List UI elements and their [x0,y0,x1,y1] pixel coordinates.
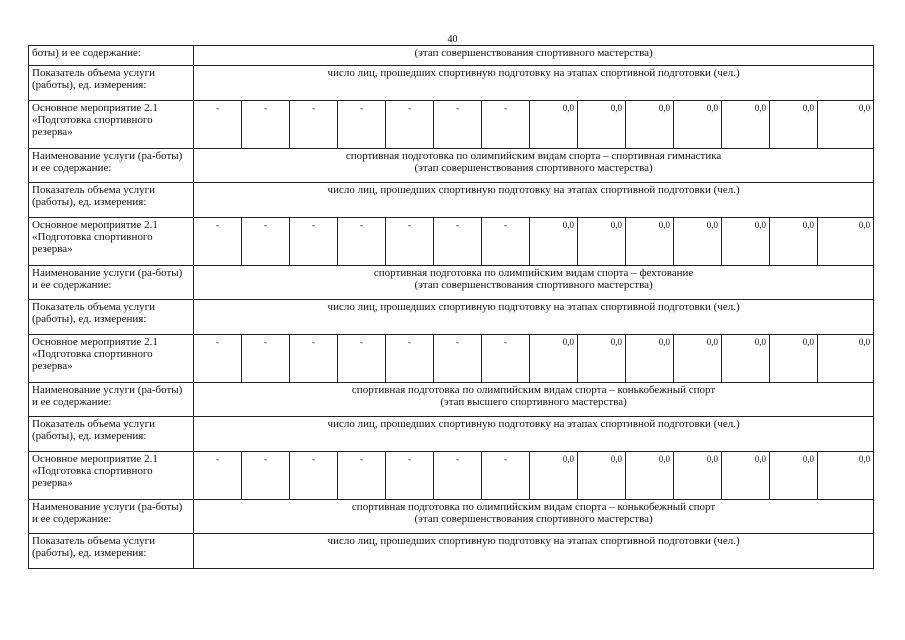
content-line: число лиц, прошедших спортивную подготовку на этапах спортивной подготовки (чел.) [327,67,740,79]
service-content [194,46,874,66]
value-cell: 0,0 [722,101,770,149]
value-cell: 0,0 [770,335,818,383]
dash-cell: - [194,218,242,266]
dash-cell: - [434,101,482,149]
service-content [194,383,874,417]
content-line: спортивная подготовка по олимпийским видам спорта – спортивная гимнастика [345,150,722,162]
indicator-row [29,534,874,569]
value-cell: 0,0 [530,218,578,266]
content-line: (этап совершенствования спортивного мастерства) [414,513,653,525]
service-label: Наименование услуги (ра-боты) и ее содержание: [29,383,194,417]
dash-cell: - [194,452,242,500]
service-row [29,383,874,417]
dash-cell: - [194,335,242,383]
dash-cell: - [290,101,338,149]
value-cell: 0,0 [818,335,874,383]
dash-cell: - [242,452,290,500]
dash-cell: - [386,335,434,383]
service-label: Наименование услуги (ра-боты) и ее содержание: [29,149,194,183]
value-cell: 0,0 [674,452,722,500]
service-row [29,149,874,183]
value-cell: 0,0 [626,452,674,500]
dash-cell: - [290,452,338,500]
content-line: число лиц, прошедших спортивную подготовку на этапах спортивной подготовки (чел.) [327,184,740,196]
content-line: число лиц, прошедших спортивную подготовку на этапах спортивной подготовки (чел.) [327,535,740,547]
value-cell: 0,0 [578,218,626,266]
value-cell: 0,0 [578,335,626,383]
indicator-label: Показатель объема услуги (работы), ед. измерения: [29,300,194,335]
indicator-content [194,66,874,101]
service-label: боты) и ее содержание: [29,46,194,66]
dash-cell: - [290,218,338,266]
indicator-row [29,300,874,335]
indicator-content [194,300,874,335]
dash-cell: - [482,452,530,500]
dash-cell: - [434,335,482,383]
service-content [194,149,874,183]
content-line: число лиц, прошедших спортивную подготовку на этапах спортивной подготовки (чел.) [327,301,740,313]
measure-label: Основное мероприятие 2.1 «Подготовка спортивного резерва» [29,335,194,383]
value-cell: 0,0 [674,101,722,149]
service-label: Наименование услуги (ра-боты) и ее содержание: [29,500,194,534]
value-cell: 0,0 [770,218,818,266]
content-line: (этап высшего спортивного мастерства) [440,396,627,408]
measure-row [29,452,874,500]
dash-cell: - [482,335,530,383]
value-cell: 0,0 [530,452,578,500]
dash-cell: - [338,218,386,266]
indicator-label: Показатель объема услуги (работы), ед. измерения: [29,417,194,452]
indicator-content [194,534,874,569]
dash-cell: - [338,452,386,500]
service-row [29,46,874,66]
value-cell: 0,0 [530,101,578,149]
service-content [194,266,874,300]
value-cell: 0,0 [530,335,578,383]
value-cell: 0,0 [674,218,722,266]
value-cell: 0,0 [818,101,874,149]
value-cell: 0,0 [818,452,874,500]
value-cell: 0,0 [770,452,818,500]
dash-cell: - [194,101,242,149]
service-row [29,500,874,534]
value-cell: 0,0 [722,335,770,383]
content-line: спортивная подготовка по олимпийским видам спорта – конькобежный спорт [351,501,716,513]
dash-cell: - [242,218,290,266]
dash-cell: - [290,335,338,383]
value-cell: 0,0 [674,335,722,383]
service-row [29,266,874,300]
service-label: Наименование услуги (ра-боты) и ее содержание: [29,266,194,300]
indicator-content [194,183,874,218]
content-line: спортивная подготовка по олимпийским видам спорта – фехтование [373,267,694,279]
measure-label: Основное мероприятие 2.1 «Подготовка спортивного резерва» [29,101,194,149]
dash-cell: - [338,101,386,149]
content-line: число лиц, прошедших спортивную подготовку на этапах спортивной подготовки (чел.) [327,418,740,430]
value-cell: 0,0 [626,218,674,266]
measure-label: Основное мероприятие 2.1 «Подготовка спортивного резерва» [29,218,194,266]
indicator-content [194,417,874,452]
dash-cell: - [386,218,434,266]
dash-cell: - [482,101,530,149]
dash-cell: - [434,218,482,266]
dash-cell: - [434,452,482,500]
value-cell: 0,0 [770,101,818,149]
dash-cell: - [242,335,290,383]
indicator-label: Показатель объема услуги (работы), ед. измерения: [29,183,194,218]
indicator-label: Показатель объема услуги (работы), ед. измерения: [29,534,194,569]
value-cell: 0,0 [578,452,626,500]
measure-label: Основное мероприятие 2.1 «Подготовка спортивного резерва» [29,452,194,500]
value-cell: 0,0 [626,335,674,383]
content-line: (этап совершенствования спортивного мастерства) [414,47,653,59]
value-cell: 0,0 [578,101,626,149]
indicator-row [29,417,874,452]
indicator-row [29,183,874,218]
measure-row [29,101,874,149]
indicator-label: Показатель объема услуги (работы), ед. измерения: [29,66,194,101]
content-line: (этап совершенствования спортивного мастерства) [414,279,653,291]
measure-row [29,218,874,266]
service-content [194,500,874,534]
indicator-row [29,66,874,101]
plan-table [28,45,874,569]
value-cell: 0,0 [626,101,674,149]
dash-cell: - [338,335,386,383]
dash-cell: - [386,452,434,500]
value-cell: 0,0 [722,452,770,500]
content-line: спортивная подготовка по олимпийским видам спорта – конькобежный спорт [351,384,716,396]
measure-row [29,335,874,383]
value-cell: 0,0 [818,218,874,266]
dash-cell: - [242,101,290,149]
content-line: (этап совершенствования спортивного мастерства) [414,162,653,174]
dash-cell: - [482,218,530,266]
page-number: 40 [447,34,458,45]
dash-cell: - [386,101,434,149]
value-cell: 0,0 [722,218,770,266]
